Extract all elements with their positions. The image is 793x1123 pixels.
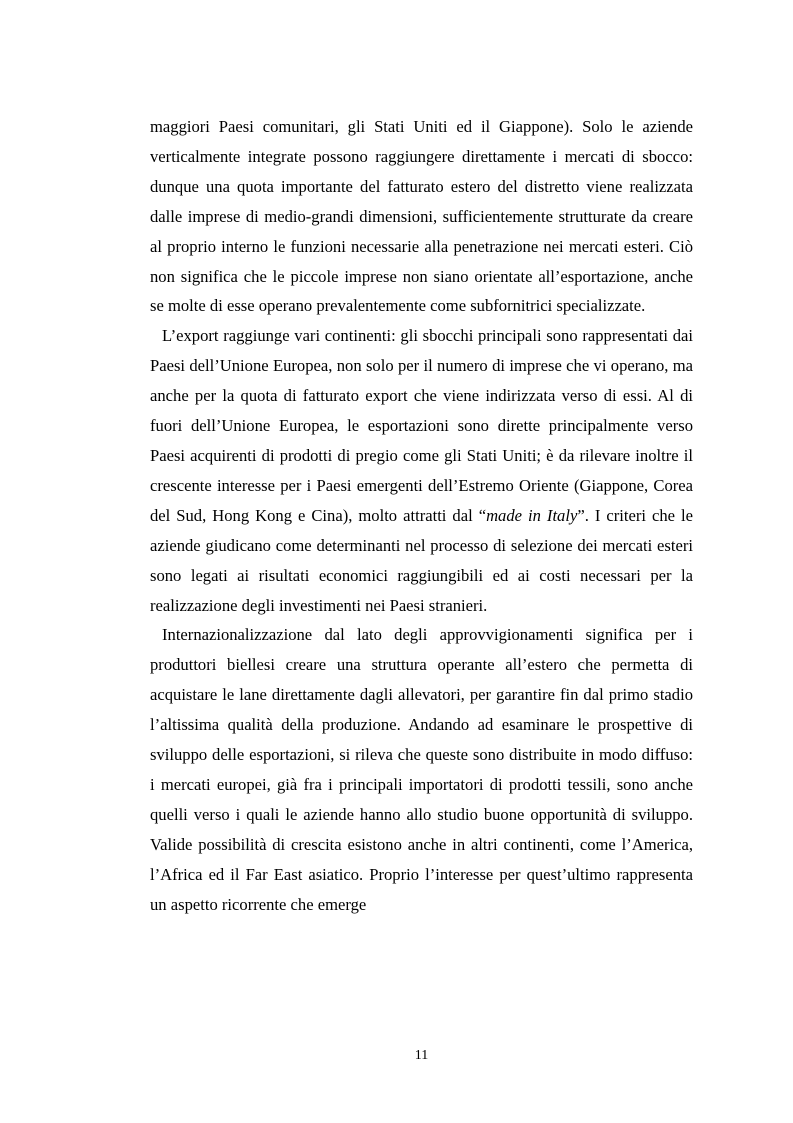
paragraph-1	[150, 112, 693, 321]
paragraph-3	[150, 620, 693, 919]
paragraph-1-text: maggiori Paesi comunitari, gli Stati Uniti ed il Giappone). Solo le aziende verticalmente integrate possono raggiungere direttamente i mercati di sbocco: dunque una quota importante del fatturato estero del distretto viene realizzata dalle imprese di medio-grandi dimensioni, sufficientemente strutturate da creare al proprio interno le funzioni necessarie alla penetrazione nei mercati esteri. Ciò non significa che le piccole imprese non siano orientate all’esportazione, anche se molte di esse operano prevalentemente come subfornitrici specializzate.	[150, 117, 693, 316]
page-number: 11	[414, 1048, 429, 1063]
paragraph-2-text-end: ”. I criteri che le aziende giudicano come determinanti nel processo di selezione dei mercati esteri sono legati ai risultati economici raggiungibili ed ai costi necessari per la realizzazione degli investimenti nei Paesi stranieri.	[150, 505, 693, 615]
italic-phrase: made in Italy	[486, 505, 578, 525]
paragraph-2	[150, 321, 693, 620]
paragraph-3-text: Internazionalizzazione dal lato degli approvvigionamenti significa per i produttori biellesi creare una struttura operante all’estero che permetta di acquistare le lane direttamente dagli allevatori, per garantire fin dal primo stadio l’altissima qualità della produzione. Andando ad esaminare le prospettive di sviluppo delle esportazioni, si rileva che queste sono distribuite in modo diffuso: i mercati europei, già fra i principali importatori di prodotti tessili, sono anche quelli verso i quali le aziende hanno allo studio buone opportunità di sviluppo. Valide possibilità di crescita esistono anche in altri continenti, come l’America, l’Africa ed il Far East asiatico. Proprio l’interesse per quest’ultimo rappresenta un aspetto ricorrente che emerge	[150, 625, 693, 914]
paragraph-2-text-start: L’export raggiunge vari continenti: gli sbocchi principali sono rappresentati dai Paesi dell’Unione Europea, non solo per il numero di imprese che vi operano, ma anche per la quota di fatturato export che viene indirizzata verso di essi. Al di fuori dell’Unione Europea, le esportazioni sono dirette principalmente verso Paesi acquirenti di prodotti di pregio come gli Stati Uniti; è da rilevare inoltre il crescente interesse per i Paesi emergenti dell’Estremo Oriente (Giappone, Corea del Sud, Hong Kong e Cina), molto attratti dal “	[150, 326, 693, 525]
text-body	[150, 112, 693, 919]
